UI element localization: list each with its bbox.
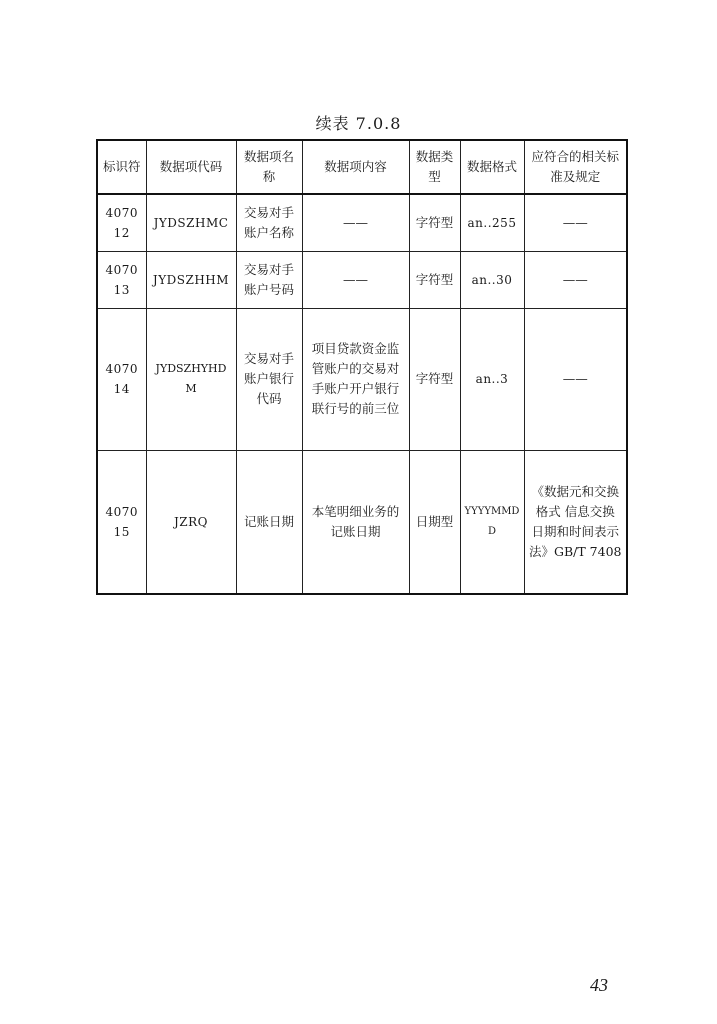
cell-item-name: 交易对手账户名称 xyxy=(236,194,302,251)
header-item-code: 数据项代码 xyxy=(146,140,236,194)
cell-item-code: JYDSZHHM xyxy=(146,251,236,308)
data-spec-table xyxy=(96,139,628,595)
header-standards: 应符合的相关标准及规定 xyxy=(524,140,627,194)
cell-data-type: 字符型 xyxy=(409,194,460,251)
cell-data-format: an..30 xyxy=(460,251,524,308)
cell-identifier: 407014 xyxy=(97,308,146,450)
cell-item-content: 项目贷款资金监管账户的交易对手账户开户银行联行号的前三位 xyxy=(302,308,409,450)
cell-data-type: 日期型 xyxy=(409,450,460,594)
cell-item-content: —— xyxy=(302,251,409,308)
cell-identifier: 407013 xyxy=(97,251,146,308)
cell-standards: 《数据元和交换格式 信息交换 日期和时间表示法》GB/T 7408 xyxy=(524,450,627,594)
header-identifier: 标识符 xyxy=(97,140,146,194)
table-caption: 续表 7.0.8 xyxy=(315,114,402,133)
table-row xyxy=(97,450,627,594)
cell-data-format: an..255 xyxy=(460,194,524,251)
page-number: 43 xyxy=(590,975,608,995)
table-header-row xyxy=(97,140,627,194)
table-row xyxy=(97,251,627,308)
header-data-type: 数据类型 xyxy=(409,140,460,194)
cell-item-name: 记账日期 xyxy=(236,450,302,594)
table-row xyxy=(97,308,627,450)
cell-item-content: 本笔明细业务的记账日期 xyxy=(302,450,409,594)
cell-identifier: 407015 xyxy=(97,450,146,594)
cell-standards: —— xyxy=(524,194,627,251)
header-item-name: 数据项名称 xyxy=(236,140,302,194)
cell-item-name: 交易对手账户号码 xyxy=(236,251,302,308)
cell-item-code: JZRQ xyxy=(146,450,236,594)
cell-item-code: JYDSZHMC xyxy=(146,194,236,251)
cell-standards: —— xyxy=(524,308,627,450)
cell-item-content: —— xyxy=(302,194,409,251)
cell-data-type: 字符型 xyxy=(409,251,460,308)
cell-item-name: 交易对手账户银行代码 xyxy=(236,308,302,450)
cell-data-format: an..3 xyxy=(460,308,524,450)
cell-data-format: YYYYMMDD xyxy=(460,450,524,594)
cell-standards: —— xyxy=(524,251,627,308)
header-item-content: 数据项内容 xyxy=(302,140,409,194)
table-row xyxy=(97,194,627,251)
header-data-format: 数据格式 xyxy=(460,140,524,194)
cell-identifier: 407012 xyxy=(97,194,146,251)
cell-data-type: 字符型 xyxy=(409,308,460,450)
cell-item-code: JYDSZHYHDM xyxy=(146,308,236,450)
